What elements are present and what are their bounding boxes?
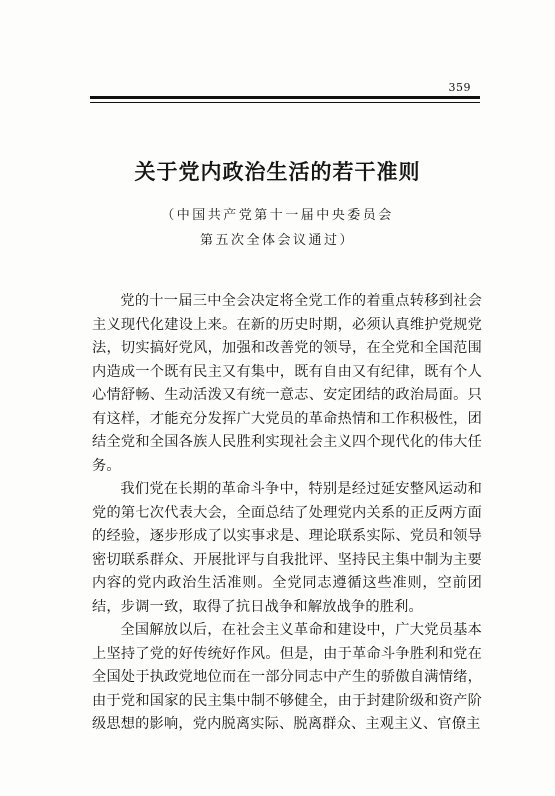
document-title: 关于党内政治生活的若干准则	[134, 160, 421, 184]
paragraph-3: 全国解放以后，在社会主义革命和建设中，广大党员基本上坚持了党的好传统好作风。但是，由于革命斗争胜利和党在全国处于执政党地位而在一部分同志中产生的骄傲自满情绪，由于党和国家的民主集中制不够健全，由于封建阶级和资产阶级思想的影响，党内脱离实际、脱离群众、主观主义、官僚主	[92, 622, 482, 732]
subtitle-line-1: （中国共产党第十一届中央委员会	[161, 208, 394, 223]
document-subtitle	[0, 203, 555, 253]
header-rule-thick	[90, 96, 480, 99]
body-text	[92, 290, 482, 737]
paragraph-1: 党的十一届三中全会决定将全党工作的着重点转移到社会主义现代化建设上来。在新的历史时期，必须认真维护党规党法，切实搞好党风，加强和改善党的领导，在全党和全国范围内造成一个既有民主又有集中，既有自由又有纪律，既有个人心情舒畅、生动活泼又有统一意志、安定团结的政治局面。只有这样，才能充分发挥广大党员的革命热情和工作积极性，团结全党和全国各族人民胜利实现社会主义四个现代化的伟大任务。	[92, 293, 482, 474]
page-number: 359	[448, 81, 471, 94]
subtitle-line-2: 第五次全体会议通过）	[199, 233, 355, 248]
header-rule-thin	[90, 102, 480, 103]
paragraph-2: 我们党在长期的革命斗争中，特别是经过延安整风运动和党的第七次代表大会，全面总结了处理党内关系的正反两方面的经验，逐步形成了以实事求是、理论联系实际、党员和领导密切联系群众、开展批评与自我批评、坚持民主集中制为主要内容的党内政治生活准则。全党同志遵循这些准则，空前团结，步调一致，取得了抗日战争和解放战争的胜利。	[92, 481, 482, 615]
